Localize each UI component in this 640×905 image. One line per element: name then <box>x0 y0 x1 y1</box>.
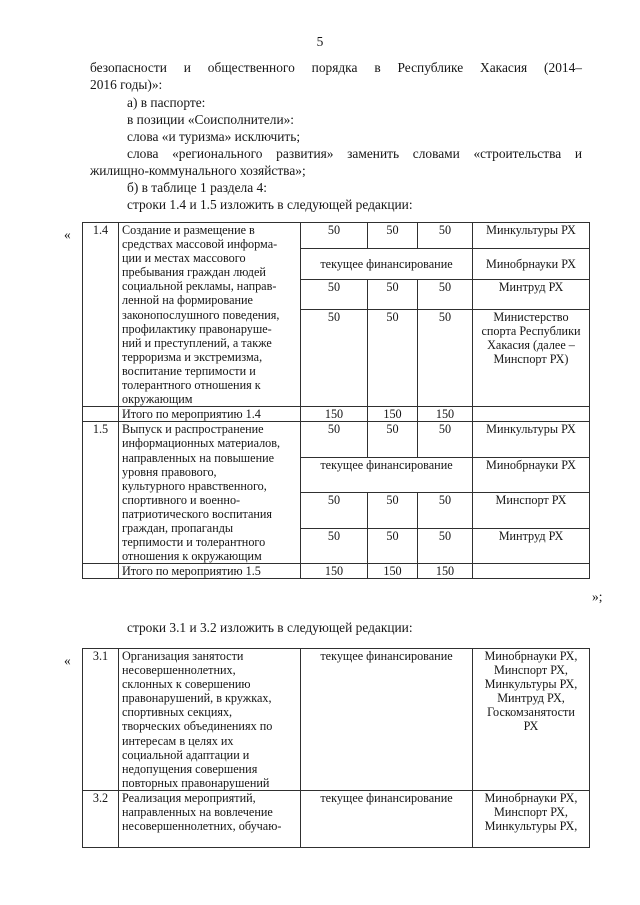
measure-description: Создание и размещение в средствах массовой информа- ции и местах массового пребывания граждан людей социальной рекламы, направ- ленной на формирование законопослушного поведения, профилактику правонаруше- ний и преступлений, а также терроризма и экстремизма, воспитание терпимости и толерантного отношения к окружающим <box>119 223 301 407</box>
total-label: Итого по мероприятию 1.4 <box>119 407 301 422</box>
amount-2014: 50 <box>301 528 368 563</box>
executor: Министерство спорта Республики Хакасия (далее – Минспорт РХ) <box>473 309 590 407</box>
row-number: 1.5 <box>83 422 119 564</box>
amount-2016: 50 <box>418 279 473 309</box>
amount-2014: 50 <box>301 223 368 249</box>
table-rows-3-1-3-2 <box>82 648 590 848</box>
funding-current: текущее финансирование <box>301 649 473 791</box>
table-row <box>83 790 590 847</box>
intro-line-1: безопасности и общественного порядка в Республике Хакасия (2014– <box>90 60 582 75</box>
total-2015: 150 <box>368 407 418 422</box>
intro-line-5: слова «и туризма» исключить; <box>127 129 301 144</box>
intro-line-6: слова «регионального развития» заменить словами «строительства и <box>127 146 582 161</box>
open-quote-1: « <box>64 227 71 242</box>
executor: Минкультуры РХ <box>473 422 590 457</box>
intro-line-8: б) в таблице 1 раздела 4: <box>127 180 267 195</box>
executor: Минобрнауки РХ <box>473 457 590 492</box>
row-number: 3.1 <box>83 649 119 791</box>
amount-2016: 50 <box>418 528 473 563</box>
amount-2015: 50 <box>368 493 418 528</box>
executor: Минобрнауки РХ, Минспорт РХ, Минкультуры РХ, <box>473 790 590 847</box>
open-quote-2: « <box>64 653 71 668</box>
funding-current: текущее финансирование <box>301 457 473 492</box>
table-rows-1-4-1-5 <box>82 222 590 579</box>
measure-description: Организация занятости несовершеннолетних, склонных к совершению правонарушений, в кружках, спортивных секциях, творческих объединениях по интересам в целях их социальной адаптации и недопущения совершения повторных правонарушений <box>119 649 301 791</box>
amount-2015: 50 <box>368 223 418 249</box>
executor: Минобрнауки РХ, Минспорт РХ, Минкультуры РХ, Минтруд РХ, Госкомзанятости РХ <box>473 649 590 791</box>
row-number: 1.4 <box>83 223 119 407</box>
amount-2015: 50 <box>368 279 418 309</box>
amount-2016: 50 <box>418 223 473 249</box>
row-number: 3.2 <box>83 790 119 847</box>
executor: Минкультуры РХ <box>473 223 590 249</box>
amount-2014: 50 <box>301 422 368 457</box>
page-number: 5 <box>316 34 324 49</box>
intro-line-2: 2016 годы)»: <box>90 77 163 92</box>
intro-line-3: а) в паспорте: <box>127 95 206 110</box>
total-2015: 150 <box>368 564 418 579</box>
amount-2014: 50 <box>301 279 368 309</box>
executor: Минтруд РХ <box>473 279 590 309</box>
measure-description: Выпуск и распространение информационных материалов, направленных на повышение уровня правового, культурного нравственного, спортивного и военно- патриотического воспитания граждан, пропаганды терпимости и толерантного отношения к окружающим <box>119 422 301 564</box>
close-quote-1: »; <box>592 589 603 604</box>
amount-2016: 50 <box>418 309 473 407</box>
total-2014: 150 <box>301 564 368 579</box>
total-2016: 150 <box>418 407 473 422</box>
funding-current: текущее финансирование <box>301 248 473 279</box>
amount-2014: 50 <box>301 309 368 407</box>
table-row <box>83 422 590 457</box>
funding-current: текущее финансирование <box>301 790 473 847</box>
total-label: Итого по мероприятию 1.5 <box>119 564 301 579</box>
mid-text: строки 3.1 и 3.2 изложить в следующей редакции: <box>127 620 413 635</box>
table-row-total <box>83 407 590 422</box>
table-row <box>83 649 590 791</box>
table-row-total <box>83 564 590 579</box>
amount-2014: 50 <box>301 493 368 528</box>
intro-line-7: жилищно-коммунального хозяйства»; <box>90 163 306 178</box>
amount-2015: 50 <box>368 309 418 407</box>
intro-line-9: строки 1.4 и 1.5 изложить в следующей редакции: <box>127 197 413 212</box>
amount-2015: 50 <box>368 528 418 563</box>
total-2014: 150 <box>301 407 368 422</box>
total-2016: 150 <box>418 564 473 579</box>
measure-description: Реализация мероприятий, направленных на вовлечение несовершеннолетних, обучаю- <box>119 790 301 847</box>
table-row <box>83 223 590 249</box>
intro-line-4: в позиции «Соисполнители»: <box>127 112 295 127</box>
executor: Минтруд РХ <box>473 528 590 563</box>
executor: Минспорт РХ <box>473 493 590 528</box>
amount-2016: 50 <box>418 422 473 457</box>
amount-2015: 50 <box>368 422 418 457</box>
amount-2016: 50 <box>418 493 473 528</box>
executor: Минобрнауки РХ <box>473 248 590 279</box>
